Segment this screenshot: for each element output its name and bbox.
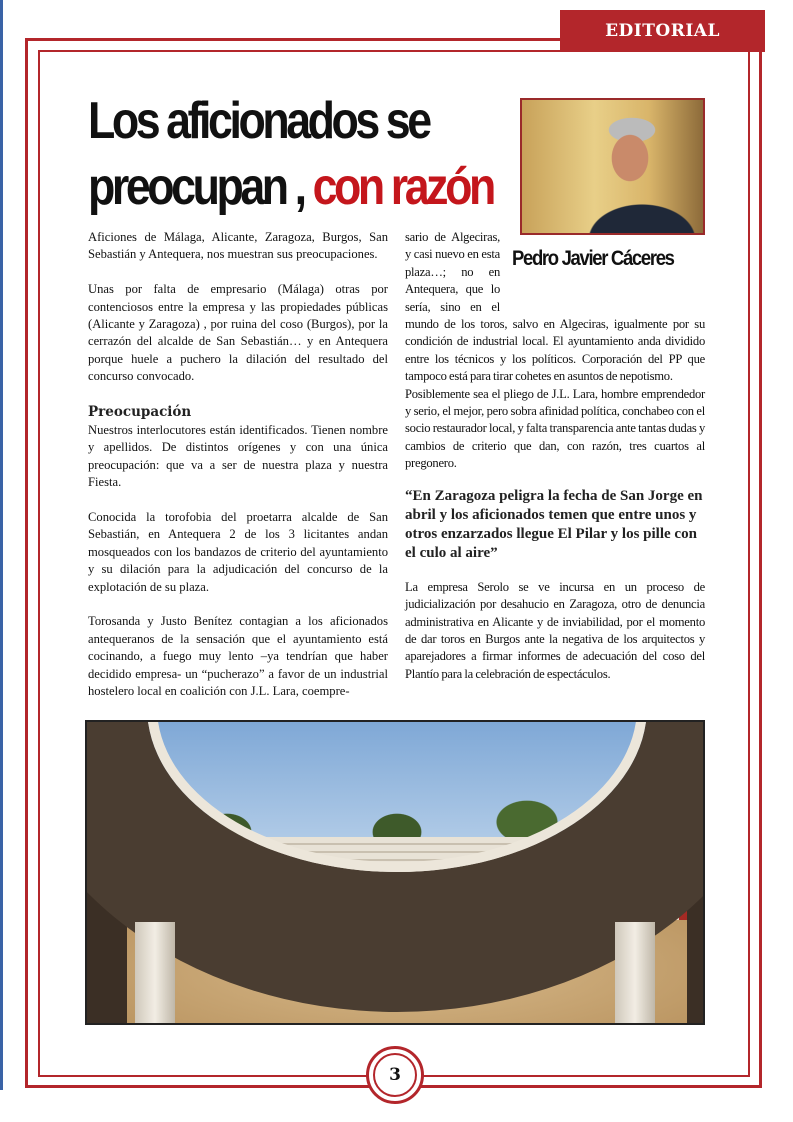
- article-title: [88, 88, 493, 220]
- paragraph: Posiblemente sea el pliego de J.L. Lara, hombre emprendedor y serio, el mejor, pero sobra afinidad política, conchabeo con el socio restaurador local, y falta transparencia ante tantas dudas y cambios de criterio que dan, con razón, tres cuartos al pregonero.: [405, 386, 706, 471]
- pull-quote: “En Zaragoza peligra la fecha de San Jorge en abril y los aficionados temen que entre unos y otros enzarzados llegue El Pilar y los pille con el culo al aire”: [405, 487, 703, 561]
- title-black-part: preocupan ,: [88, 158, 304, 216]
- paragraph: Aficiones de Málaga, Alicante, Zaragoza, Burgos, San Sebastián y Antequera, nos muestran sus preocupaciones.: [88, 230, 388, 262]
- section-tab: EDITORIAL: [560, 10, 765, 52]
- title-line-2: [88, 154, 493, 220]
- paragraph: La empresa Serolo se ve incursa en un proceso de judicialización por desahucio en Zaragoza, otro de denuncia administrativa en Alicante y de inviabilidad, por el momento de dar toros en Burgos ante la negativa de los arquitectos y aparejadores a firmar informes de adecuación del coso del Plantío para la celebración de espectáculos.: [405, 579, 705, 681]
- paragraph: Torosanda y Justo Benítez contagian a los aficionados antequeranos de la sensación que el ayuntamiento está cocinando, a fuego muy lento –ya tendrían que haber decidido empresa- un “pucherazo” a favor de un industrial hostelero local en coalición con J.L. Lara, coempre-: [88, 614, 388, 699]
- left-column: [88, 229, 388, 718]
- paragraph: Conocida la torofobia del proetarra alcalde de San Sebastián, en Antequera 2 de los 3 licitantes andan mosqueados con los bandazos de criterio del ayuntamiento y su dilación para la adjudicación del concurso de la explotación de su plaza.: [88, 510, 388, 594]
- bullring-photo: [85, 720, 705, 1025]
- paragraph: sario de Algeciras, y casi nuevo en esta plaza…; no en Antequera, que lo sería, sino en el mundo de los toros, salvo en Algeciras, igualmente por su condición de industrial local. El ayuntamiento anda dividido entre los técnicos y los políticos. Corporación del PP que tampoco está para tirar cohetes en asuntos de nepotismo.: [405, 230, 705, 384]
- page-number: 3: [373, 1053, 417, 1097]
- paragraph: Unas por falta de empresario (Málaga) otras por contenciosos entre la empresa y las propiedades públicas (Alicante y Zaragoza) , por ruina del coso (Burgos), por la cerrazón del alcalde de San Sebastián… y en Antequera porque huele a puchero la dilación del resultado del concurso convocado.: [88, 282, 388, 384]
- paragraph: Nuestros interlocutores están identificados. Tienen nombre y apellidos. De distintos orígenes y con una única preocupación: que va a ser de nuestra plaza y nuestra Fiesta.: [88, 423, 388, 490]
- title-line-1: Los aficionados se: [88, 92, 429, 150]
- author-name: Pedro Javier Cáceres: [512, 247, 674, 270]
- title-red-part: con razón: [312, 158, 493, 216]
- page-edge-strip: [0, 0, 3, 1090]
- page-number-badge: [366, 1046, 424, 1104]
- right-column: [405, 229, 705, 697]
- subheading: Preocupación: [88, 404, 192, 421]
- author-photo: [520, 98, 705, 235]
